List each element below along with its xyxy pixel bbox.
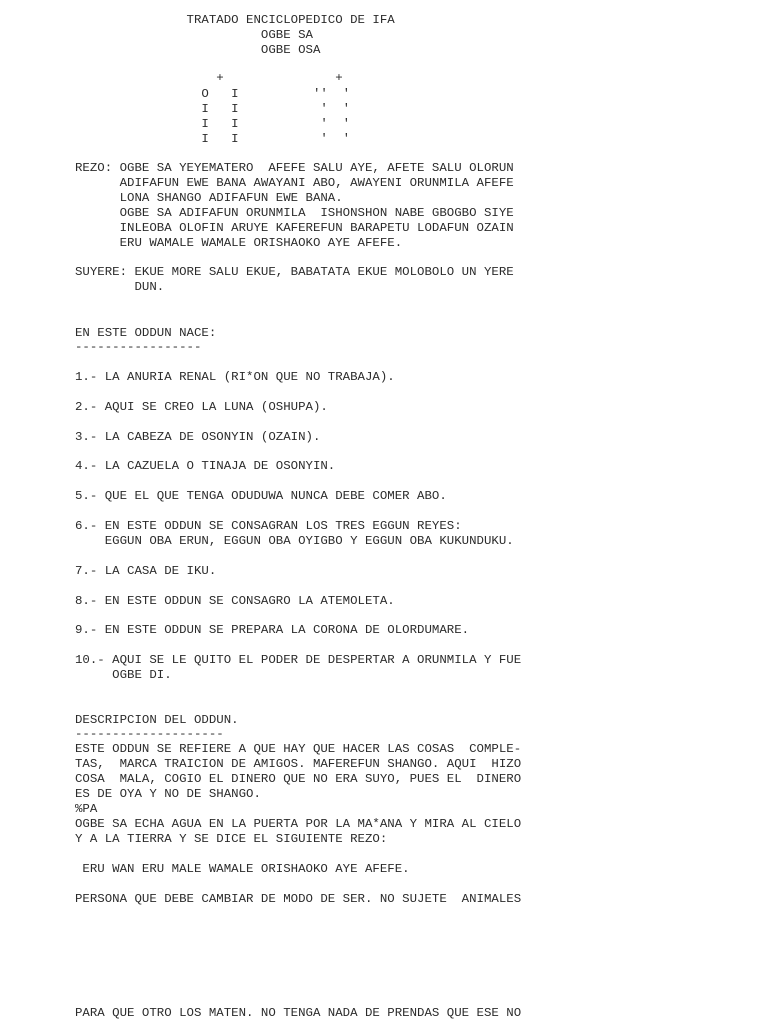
rezo-line: ERU WAMALE WAMALE ORISHAOKO AYE AFEFE. [75, 236, 403, 250]
section-rule: ----------------- [75, 340, 202, 354]
odu-figure-line: I I ' ' [75, 102, 351, 116]
list-item-line: OGBE DI. [75, 668, 172, 682]
section-heading-nace: EN ESTE ODDUN NACE: [75, 326, 217, 340]
list-item-line: 2.- AQUI SE CREO LA LUNA (OSHUPA). [75, 400, 328, 414]
rezo-line: ADIFAFUN EWE BANA AWAYANI ABO, AWAYENI ORUNMILA AFEFE [75, 176, 514, 190]
list-item-line: 6.- EN ESTE ODDUN SE CONSAGRAN LOS TRES EGGUN REYES: [75, 519, 462, 533]
odu-figure-line: + + [75, 71, 343, 85]
description-line: PERSONA QUE DEBE CAMBIAR DE MODO DE SER. NO SUJETE ANIMALES [75, 892, 522, 906]
description-line: COSA MALA, COGIO EL DINERO QUE NO ERA SUYO, PUES EL DINERO [75, 772, 522, 786]
list-item-line: 9.- EN ESTE ODDUN SE PREPARA LA CORONA DE OLORDUMARE. [75, 623, 470, 637]
description-line: Y A LA TIERRA Y SE DICE EL SIGUIENTE REZO: [75, 832, 388, 846]
list-item-line: 4.- LA CAZUELA O TINAJA DE OSONYIN. [75, 459, 336, 473]
list-item-line: 1.- LA ANURIA RENAL (RI*ON QUE NO TRABAJA). [75, 370, 395, 384]
description-line: ESTE ODDUN SE REFIERE A QUE HAY QUE HACER LAS COSAS COMPLE- [75, 742, 522, 756]
list-item-line: 7.- LA CASA DE IKU. [75, 564, 217, 578]
rezo-line: OGBE SA ADIFAFUN ORUNMILA ISHONSHON NABE GBOGBO SIYE [75, 206, 514, 220]
description-line: TAS, MARCA TRAICION DE AMIGOS. MAFEREFUN SHANGO. AQUI HIZO [75, 757, 522, 771]
list-item-line: 3.- LA CABEZA DE OSONYIN (OZAIN). [75, 430, 321, 444]
list-item-line: 8.- EN ESTE ODDUN SE CONSAGRO LA ATEMOLETA. [75, 594, 395, 608]
section-heading-descripcion: DESCRIPCION DEL ODDUN. [75, 713, 239, 727]
document-title-line: OGBE SA [75, 28, 313, 42]
section-rule: -------------------- [75, 727, 224, 741]
suyere-line: DUN. [75, 280, 165, 294]
document-title-line: OGBE OSA [75, 43, 321, 57]
list-item-line: EGGUN OBA ERUN, EGGUN OBA OYIGBO Y EGGUN OBA KUKUNDUKU. [75, 534, 514, 548]
document-title-line: TRATADO ENCICLOPEDICO DE IFA [75, 13, 395, 27]
rezo-line: REZO: OGBE SA YEYEMATERO AFEFE SALU AYE, AFETE SALU OLORUN [75, 161, 514, 175]
description-line: OGBE SA ECHA AGUA EN LA PUERTA POR LA MA*ANA Y MIRA AL CIELO [75, 817, 522, 831]
suyere-line: SUYERE: EKUE MORE SALU EKUE, BABATATA EKUE MOLOBOLO UN YERE [75, 265, 514, 279]
odu-figure-line: O I '' ' [75, 87, 351, 101]
odu-figure-line: I I ' ' [75, 117, 351, 131]
list-item-line: 10.- AQUI SE LE QUITO EL PODER DE DESPERTAR A ORUNMILA Y FUE [75, 653, 522, 667]
rezo-line: INLEOBA OLOFIN ARUYE KAFEREFUN BARAPETU LODAFUN OZAIN [75, 221, 514, 235]
odu-figure-line: I I ' ' [75, 132, 351, 146]
list-item-line: 5.- QUE EL QUE TENGA ODUDUWA NUNCA DEBE COMER ABO. [75, 489, 447, 503]
description-line: ES DE OYA Y NO DE SHANGO. [75, 787, 261, 801]
description-line: PARA QUE OTRO LOS MATEN. NO TENGA NADA DE PRENDAS QUE ESE NO [75, 1006, 522, 1020]
description-line: %PA [75, 802, 98, 816]
prayer-line: ERU WAN ERU MALE WAMALE ORISHAOKO AYE AFEFE. [75, 862, 410, 876]
rezo-line: LONA SHANGO ADIFAFUN EWE BANA. [75, 191, 343, 205]
